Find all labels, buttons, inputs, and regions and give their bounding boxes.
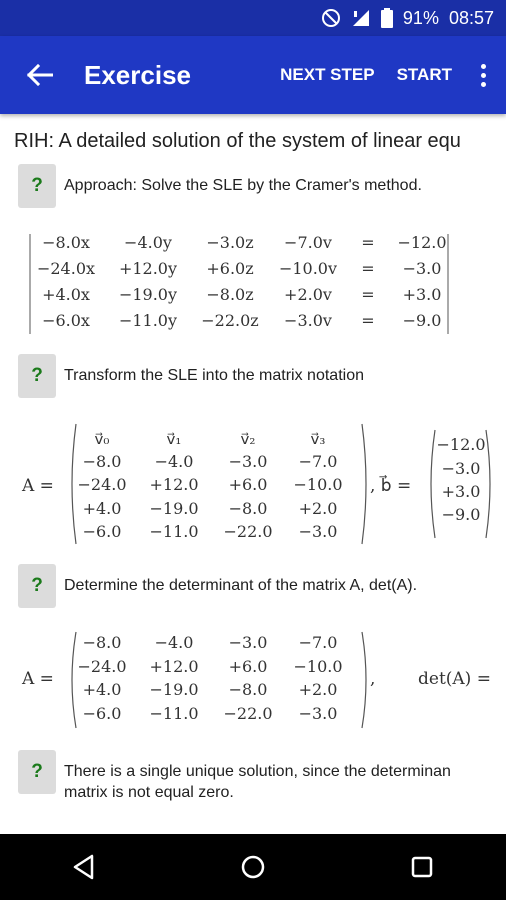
matrix-cell: −19.0 bbox=[149, 499, 199, 518]
det-matrix-cell: −10.0 bbox=[293, 657, 343, 676]
app-bar bbox=[0, 36, 506, 114]
det-matrix-cell: −6.0 bbox=[82, 704, 122, 723]
arrow-left-icon bbox=[27, 64, 53, 86]
navigation-bar bbox=[0, 834, 506, 900]
battery-icon bbox=[381, 8, 393, 28]
sle-term: = bbox=[361, 233, 375, 252]
sle-term: = bbox=[361, 311, 375, 330]
sle-term: −4.0y bbox=[124, 233, 172, 252]
triangle-back-icon bbox=[72, 854, 96, 880]
sle-term: +2.0v bbox=[284, 285, 332, 304]
det-matrix-cell: −3.0 bbox=[228, 633, 268, 652]
do-not-disturb-icon bbox=[321, 8, 341, 28]
matrix-cell: −4.0 bbox=[154, 452, 194, 471]
vector-b-cell: −3.0 bbox=[441, 459, 481, 478]
sle-term: −12.0 bbox=[397, 233, 447, 252]
det-matrix-cell: −7.0 bbox=[298, 633, 338, 652]
sle-term: = bbox=[361, 285, 375, 304]
det-matrix-cell: −22.0 bbox=[223, 704, 273, 723]
page-title: Exercise bbox=[84, 59, 191, 90]
matrix-cell: +4.0 bbox=[82, 499, 122, 518]
matrix-cell: −8.0 bbox=[228, 499, 268, 518]
hint-button[interactable]: ? bbox=[18, 750, 56, 794]
det-matrix-cell: −8.0 bbox=[228, 680, 268, 699]
det-matrix-cell: +2.0 bbox=[298, 680, 338, 699]
step-text: Transform the SLE into the matrix notation bbox=[64, 367, 364, 384]
nav-home-button[interactable] bbox=[213, 837, 293, 897]
matrix-cell: −24.0 bbox=[77, 475, 127, 494]
sle-term: −24.0x bbox=[36, 259, 96, 278]
exercise-content[interactable] bbox=[0, 114, 506, 834]
step-text-line: There is a single unique solution, since the determinan bbox=[64, 763, 451, 780]
det-matrix-cell: −3.0 bbox=[298, 704, 338, 723]
next-step-button[interactable]: NEXT STEP bbox=[280, 65, 375, 84]
matrix-cell: −22.0 bbox=[223, 522, 273, 541]
column-vector-header: v⃗₁ bbox=[166, 430, 182, 448]
status-bar bbox=[0, 0, 506, 36]
matrix-cell: −10.0 bbox=[293, 475, 343, 494]
sle-term: +12.0y bbox=[118, 259, 178, 278]
sle-term: −3.0 bbox=[402, 259, 442, 278]
vector-b-label: , b⃗ = bbox=[370, 476, 412, 496]
determinant-matrix bbox=[21, 632, 491, 728]
circle-home-icon bbox=[240, 854, 266, 880]
step-text: Determine the determinant of the matrix A, det(A). bbox=[64, 577, 418, 594]
sle-term: −3.0v bbox=[284, 311, 332, 330]
matrix-cell: −7.0 bbox=[298, 452, 338, 471]
sle-term: −9.0 bbox=[402, 311, 442, 330]
matrix-cell: −3.0 bbox=[228, 452, 268, 471]
matrix-cell: +6.0 bbox=[228, 475, 268, 494]
clock: 08:57 bbox=[448, 7, 494, 28]
column-vector-header: v⃗₃ bbox=[310, 430, 326, 448]
det-comma: , bbox=[370, 669, 376, 689]
signal-icon bbox=[351, 8, 371, 28]
vector-b-cell: +3.0 bbox=[441, 482, 481, 501]
square-recents-icon bbox=[410, 855, 434, 879]
det-matrix-cell: +6.0 bbox=[228, 657, 268, 676]
sle-term: −8.0x bbox=[42, 233, 90, 252]
sle-term: +4.0x bbox=[42, 285, 90, 304]
nav-recents-button[interactable] bbox=[382, 837, 462, 897]
det-matrix-cell: −8.0 bbox=[82, 633, 122, 652]
sle-term: −22.0z bbox=[201, 311, 259, 330]
det-matrix-cell: +12.0 bbox=[149, 657, 199, 676]
sle-term: −8.0z bbox=[206, 285, 254, 304]
hint-button[interactable]: ? bbox=[18, 164, 56, 208]
matrix-cell: −6.0 bbox=[82, 522, 122, 541]
hint-button[interactable]: ? bbox=[18, 354, 56, 398]
column-vector-header: v⃗₂ bbox=[240, 430, 256, 448]
sle-term: −11.0y bbox=[118, 311, 178, 330]
sle-term: = bbox=[361, 259, 375, 278]
sle-term: −19.0y bbox=[118, 285, 178, 304]
matrix-cell: −8.0 bbox=[82, 452, 122, 471]
battery-percent: 91% bbox=[402, 7, 439, 28]
det-matrix-cell: −24.0 bbox=[77, 657, 127, 676]
step-text-line: matrix is not equal zero. bbox=[64, 784, 234, 801]
matrix-a-label: A = bbox=[22, 476, 54, 496]
sle-term: −7.0v bbox=[284, 233, 332, 252]
matrix-cell: +2.0 bbox=[298, 499, 338, 518]
matrix-notation bbox=[21, 424, 490, 544]
matrix-cell: −3.0 bbox=[298, 522, 338, 541]
det-matrix-cell: −19.0 bbox=[149, 680, 199, 699]
det-matrix-cell: −11.0 bbox=[149, 704, 199, 723]
det-matrix-cell: +4.0 bbox=[82, 680, 122, 699]
vector-b-cell: −9.0 bbox=[441, 505, 481, 524]
det-matrix-a-label: A = bbox=[22, 669, 54, 689]
start-button[interactable]: START bbox=[396, 65, 452, 84]
more-vert-icon[interactable] bbox=[474, 64, 492, 87]
det-matrix-cell: −4.0 bbox=[154, 633, 194, 652]
sle-term: +6.0z bbox=[206, 259, 254, 278]
nav-back-button[interactable] bbox=[44, 837, 124, 897]
sle-term: −6.0x bbox=[42, 311, 90, 330]
vector-b-cell: −12.0 bbox=[436, 435, 486, 454]
matrix-cell: −11.0 bbox=[149, 522, 199, 541]
back-button[interactable] bbox=[12, 47, 68, 103]
sle-term: −3.0z bbox=[206, 233, 254, 252]
exercise-heading: RIH: A detailed solution of the system of linear equ bbox=[14, 130, 461, 152]
matrix-cell: +12.0 bbox=[149, 475, 199, 494]
math-display bbox=[0, 114, 506, 834]
step-text: Approach: Solve the SLE by the Cramer's method. bbox=[64, 177, 422, 194]
sle-system bbox=[30, 233, 448, 334]
column-vector-header: v⃗₀ bbox=[94, 430, 110, 448]
sle-term: +3.0 bbox=[402, 285, 442, 304]
sle-term: −10.0v bbox=[278, 259, 338, 278]
hint-button[interactable]: ? bbox=[18, 564, 56, 608]
det-a-label: det(A) = bbox=[418, 669, 491, 689]
